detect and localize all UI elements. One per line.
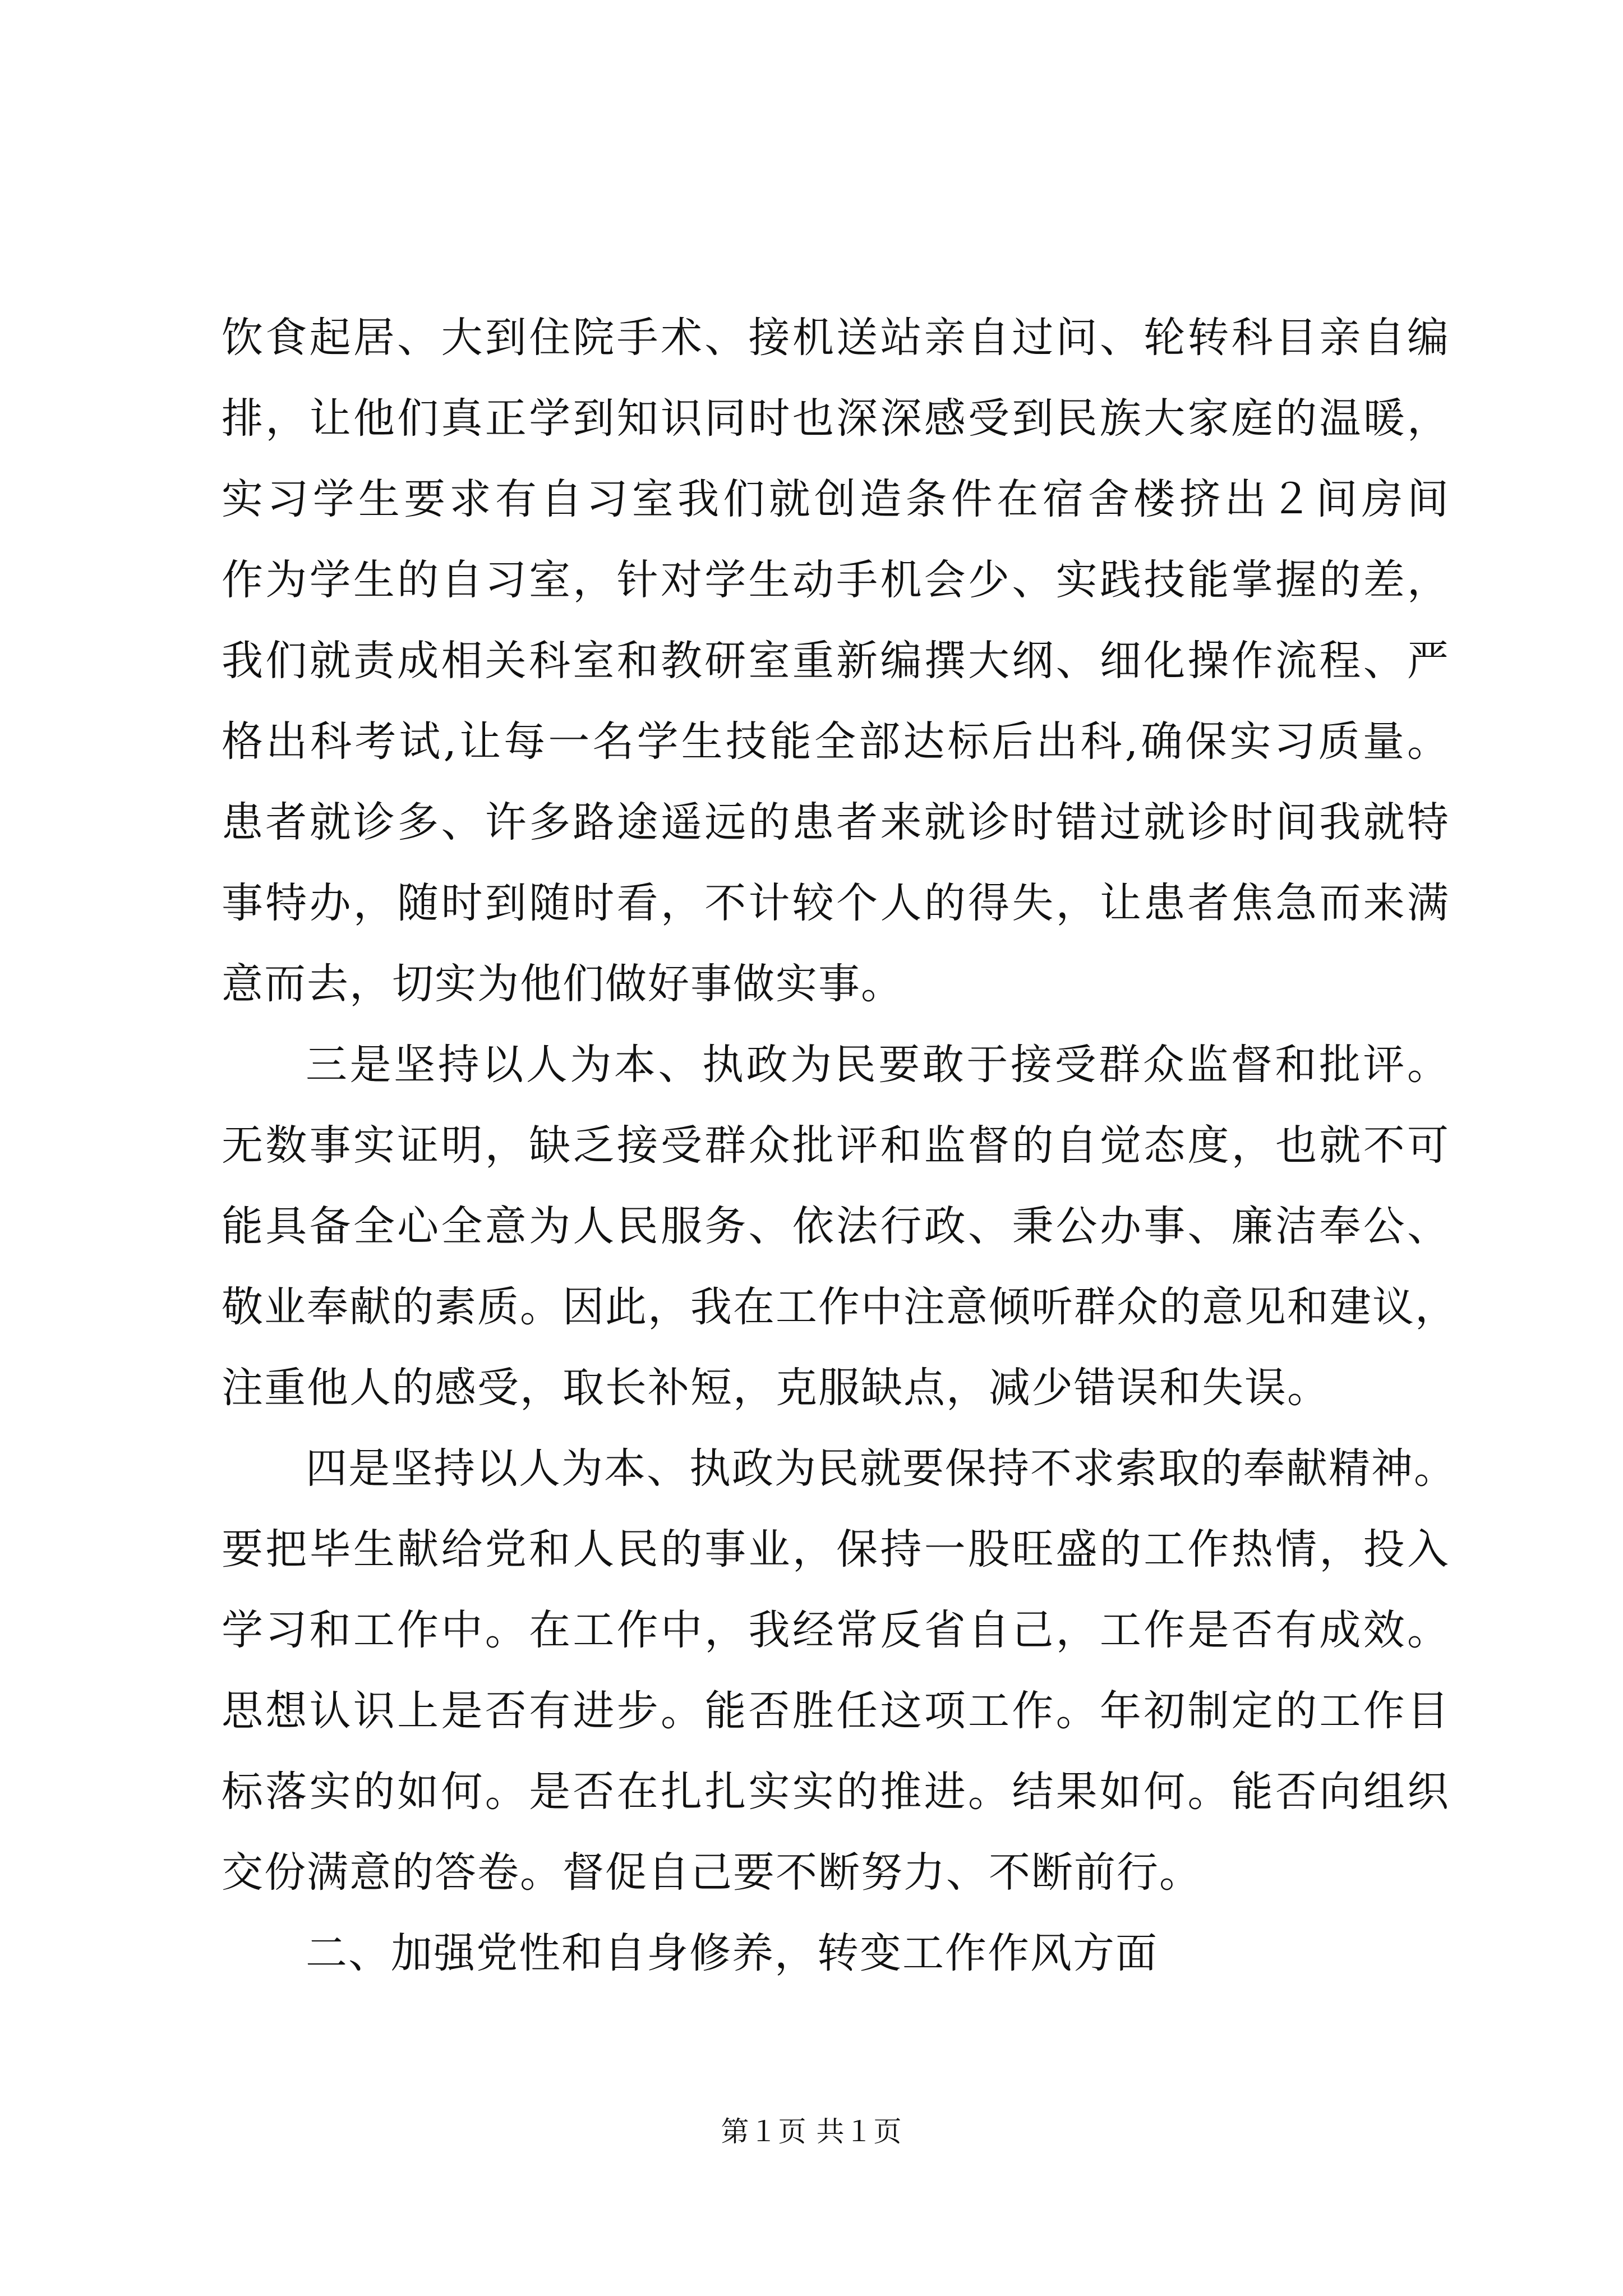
text-line: 标落实的如何。是否在扎扎实实的推进。结果如何。能否向组织 — [222, 1768, 1450, 1816]
text-line: 排，让他们真正学到知识同时也深深感受到民族大家庭的温暖， — [222, 394, 1450, 443]
paragraph — [222, 1428, 1456, 1913]
text-line: 二、加强党性和自身修养，转变工作作风方面 — [306, 1929, 1158, 1977]
text-line: 实习学生要求有自习室我们就创造条件在宿舍楼挤出２间房间 — [222, 475, 1450, 523]
text-line: 敬业奉献的素质。因此，我在工作中注意倾听群众的意见和建议， — [222, 1283, 1458, 1331]
text-line: 注重他人的感受，取长补短，克服缺点，减少错误和失误。 — [222, 1364, 1330, 1412]
paragraph — [222, 1024, 1458, 1428]
text-line: 能具备全心全意为人民服务、依法行政、秉公办事、廉洁奉公、 — [222, 1202, 1450, 1250]
text-line: 格出科考试,让每一名学生技能全部达标后出科,确保实习质量。 — [222, 717, 1450, 766]
text-line: 意而去，切实为他们做好事做实事。 — [222, 960, 903, 1008]
text-line: 我们就责成相关科室和教研室重新编撰大纲、细化操作流程、严 — [222, 637, 1450, 685]
document-body — [222, 297, 1458, 1994]
text-line: 事特办，随时到随时看，不计较个人的得失，让患者焦急而来满 — [222, 879, 1450, 927]
text-line: 学习和工作中。在工作中，我经常反省自己，工作是否有成效。 — [222, 1606, 1450, 1654]
page-number-footer: 第１页 共１页 — [721, 2115, 902, 2148]
text-line: 思想认识上是否有进步。能否胜任这项工作。年初制定的工作目 — [222, 1687, 1450, 1735]
section-heading — [222, 1913, 1450, 1994]
text-line: 四是坚持以人为本、执政为民就要保持不求索取的奉献精神。 — [306, 1444, 1456, 1493]
text-line: 三是坚持以人为本、执政为民要敢于接受群众监督和批评。 — [306, 1041, 1450, 1089]
text-line: 要把毕生献给党和人民的事业，保持一股旺盛的工作热情，投入 — [222, 1525, 1450, 1573]
paragraph — [222, 297, 1450, 1024]
text-line: 交份满意的答卷。督促自己要不断努力、不断前行。 — [222, 1848, 1202, 1897]
text-line: 无数事实证明，缺乏接受群众批评和监督的自觉态度，也就不可 — [222, 1121, 1450, 1170]
text-line: 患者就诊多、许多路途遥远的患者来就诊时错过就诊时间我就特 — [222, 798, 1450, 846]
text-line: 作为学生的自习室，针对学生动手机会少、实践技能掌握的差， — [222, 556, 1450, 604]
text-line: 饮食起居、大到住院手术、接机送站亲自过问、轮转科目亲自编 — [222, 314, 1450, 362]
